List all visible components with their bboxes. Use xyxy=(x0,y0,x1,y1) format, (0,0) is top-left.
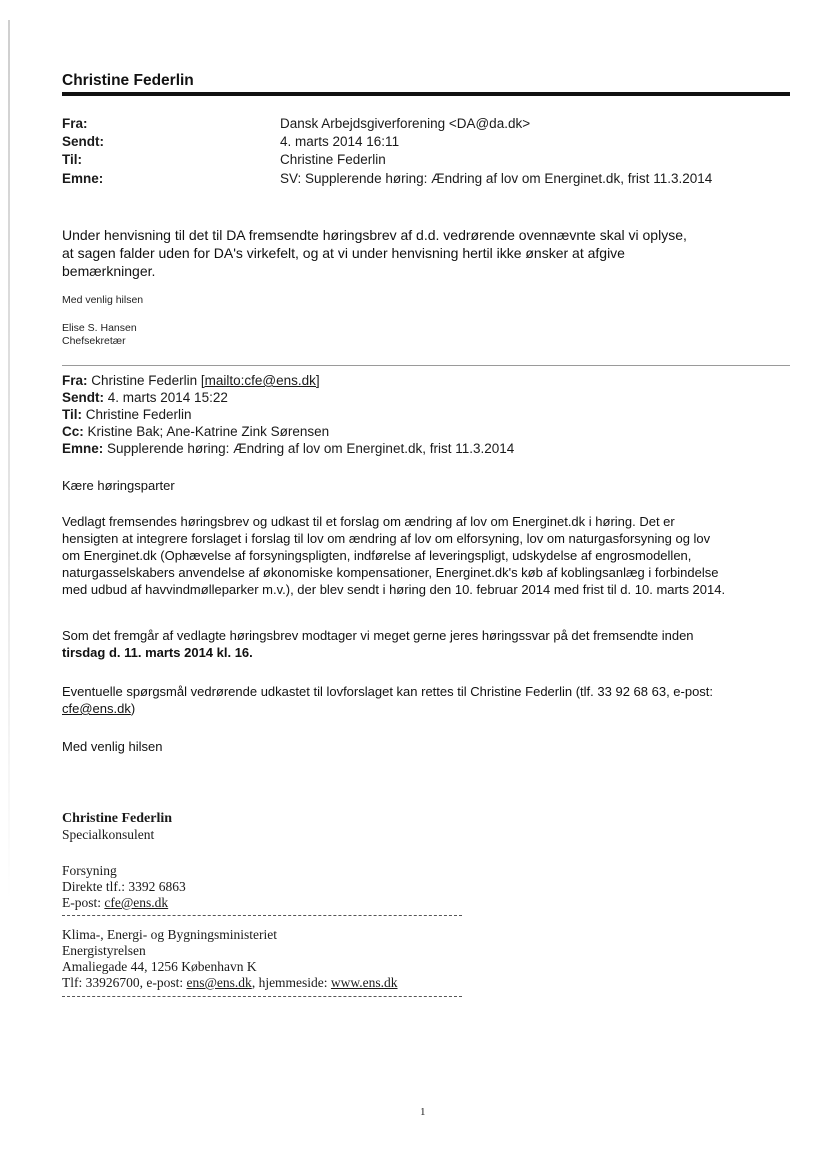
scan-edge-shadow xyxy=(8,20,10,900)
fwd-to-row xyxy=(62,406,192,423)
signature-email-link[interactable]: cfe@ens.dk xyxy=(104,895,169,910)
fwd-from-mailto-link[interactable]: [mailto:cfe@ens.dk] xyxy=(200,373,320,388)
signature-dashed-rule-top xyxy=(62,915,462,916)
fwd-from-value: Christine Federlin xyxy=(91,373,198,388)
signature-department: Forsyning xyxy=(62,863,117,878)
fwd-cc-label: Cc: xyxy=(62,424,84,439)
fwd-cc-row xyxy=(62,423,329,440)
signature-contact-prefix: Tlf: 33926700, e-post: xyxy=(62,975,184,990)
reply-signer xyxy=(62,322,137,348)
reply-signer-name: Elise S. Hansen xyxy=(62,322,137,334)
message-email-link[interactable]: cfe@ens.dk xyxy=(62,701,131,716)
reply-body-line: Under henvisning til det til DA fremsendte høringsbrev af d.d. vedrørende ovennævnte skal vi oplyse, xyxy=(62,227,687,243)
message-line: om Energinet.dk (Ophævelse af forsyningspligten, indførelse af leveringspligt, udskydelse af engrosmodellen, xyxy=(62,548,692,563)
header-to-row xyxy=(62,152,782,171)
signature-website-link[interactable]: www.ens.dk xyxy=(330,975,398,990)
signature-address: Amaliegade 44, 1256 København K xyxy=(62,959,257,974)
fwd-subject-row xyxy=(62,440,514,457)
signature-title: Specialkonsulent xyxy=(62,827,155,842)
header-from-label: Fra: xyxy=(62,116,88,131)
signature-contact-email-link[interactable]: ens@ens.dk xyxy=(186,975,252,990)
message-line: hensigten at integrere forslaget i forslag til lov om ændring af lov om elforsyning, lov om naturgasforsyning og lov xyxy=(62,531,711,546)
fwd-to-label: Til: xyxy=(62,407,82,422)
message-deadline: tirsdag d. 11. marts 2014 kl. 16. xyxy=(62,645,253,660)
fwd-sent-label: Sendt: xyxy=(62,390,104,405)
message-line: med udbud af havvindmølleparker m.v.), der blev sendt i høring den 10. februar 2014 med frist til d. 10. marts 2014. xyxy=(62,582,726,597)
signature-phone xyxy=(62,879,186,894)
message-email-close: ) xyxy=(130,701,136,716)
header-sent-label: Sendt: xyxy=(62,134,104,149)
signature-dashed-rule-bottom xyxy=(62,996,462,997)
signature-phone-value: 3392 6863 xyxy=(128,879,186,894)
signature-contact xyxy=(62,975,398,990)
header-from-row xyxy=(62,116,782,135)
reply-body xyxy=(62,226,787,280)
header-sent-row xyxy=(62,134,782,153)
fwd-from-label: Fra: xyxy=(62,373,88,388)
fwd-sent-value: 4. marts 2014 15:22 xyxy=(107,390,228,405)
header-to-value: Christine Federlin xyxy=(280,152,386,167)
header-sent-value: 4. marts 2014 16:11 xyxy=(280,134,400,149)
signature-email xyxy=(62,895,168,910)
message-salutation: Kære høringsparter xyxy=(62,478,175,493)
header-to-label: Til: xyxy=(62,152,82,167)
message-line: Vedlagt fremsendes høringsbrev og udkast til et forslag om ændring af lov om Energinet.dk i høring. Det er xyxy=(62,514,675,529)
signature-ministry: Klima-, Energi- og Bygningsministeriet xyxy=(62,927,277,942)
fwd-from-row xyxy=(62,372,320,389)
message-email-line xyxy=(62,700,792,717)
fwd-to-value: Christine Federlin xyxy=(85,407,192,422)
signature-agency: Energistyrelsen xyxy=(62,943,146,958)
message-line: Som det fremgår af vedlagte høringsbrev modtager vi meget gerne jeres høringssvar på det fremsendte inden xyxy=(62,628,694,643)
reply-body-line: bemærkninger. xyxy=(62,263,156,279)
fwd-sent-row xyxy=(62,389,228,406)
page-number: 1 xyxy=(420,1106,426,1118)
header-from-value: Dansk Arbejdsgiverforening <DA@da.dk> xyxy=(280,116,531,131)
message-paragraph-2 xyxy=(62,627,792,661)
reply-body-line: at sagen falder uden for DA's virkefelt, og at vi under henvisning hertil ikke ønsker at afgive xyxy=(62,245,625,261)
fwd-subject-value: Supplerende høring: Ændring af lov om Energinet.dk, frist 11.3.2014 xyxy=(107,441,515,456)
title-rule xyxy=(62,92,790,96)
reply-signer-title: Chefsekretær xyxy=(62,335,126,347)
fwd-cc-value: Kristine Bak; Ane-Katrine Zink Sørensen xyxy=(87,424,330,439)
page-title: Christine Federlin xyxy=(62,72,194,89)
forward-divider xyxy=(62,365,790,366)
message-line: Eventuelle spørgsmål vedrørende udkastet til lovforslaget kan rettes til Christine Federlin (tlf. 33 92 68 63, e-post: xyxy=(62,684,714,699)
message-closing: Med venlig hilsen xyxy=(62,739,163,754)
header-subject-row xyxy=(62,171,782,190)
message-paragraph-3 xyxy=(62,683,792,717)
signature-name: Christine Federlin xyxy=(62,811,173,826)
fwd-subject-label: Emne: xyxy=(62,441,104,456)
header-subject-value: SV: Supplerende høring: Ændring af lov om Energinet.dk, frist 11.3.2014 xyxy=(280,171,713,186)
header-subject-label: Emne: xyxy=(62,171,104,186)
signature-contact-mid: , hjemmeside: xyxy=(251,975,328,990)
signature-email-label: E-post: xyxy=(62,895,101,910)
message-line: naturgasselskabers anvendelse af økonomiske kompensationer, Energinet.dk's køb af koblingsanlæg i forbindelse xyxy=(62,565,719,580)
reply-greeting: Med venlig hilsen xyxy=(62,294,144,306)
message-paragraph-1 xyxy=(62,513,792,598)
signature-phone-label: Direkte tlf.: xyxy=(62,879,125,894)
